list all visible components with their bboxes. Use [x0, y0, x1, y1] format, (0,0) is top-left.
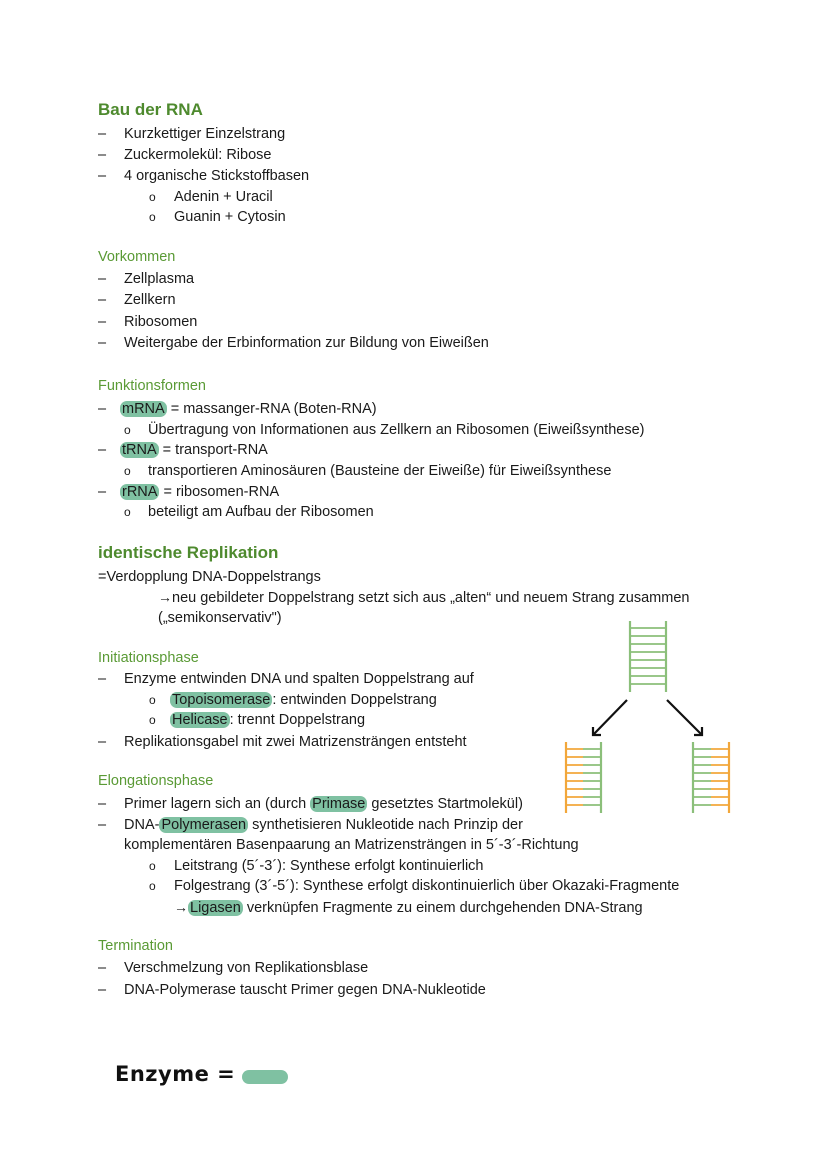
enzyme-highlight: mRNA	[122, 401, 165, 417]
definition: =Verdopplung DNA-Doppelstrangs	[98, 569, 321, 585]
heading-funktionsformen: Funktionsformen	[98, 378, 206, 394]
dash: –	[98, 671, 107, 687]
legend-label: Enzyme =	[115, 1062, 236, 1086]
list-item: Ribosomen	[124, 314, 198, 330]
dash: –	[98, 314, 107, 330]
list-item-continued: komplementären Basenpaarung an Matrizensträngen in 5´-3´-Richtung	[124, 837, 579, 853]
sub-item: Adenin + Uracil	[174, 189, 273, 205]
heading-identische-replikation: identische Replikation	[98, 543, 279, 562]
heading-elongationsphase: Elongationsphase	[98, 773, 214, 789]
list-item-mrna: mRNA = massanger-RNA (Boten-RNA)	[122, 401, 377, 417]
circle-bullet: o	[124, 423, 131, 437]
enzyme-highlight: Ligasen	[190, 900, 241, 916]
list-item: Kurzkettiger Einzelstrang	[124, 126, 286, 142]
list-item: DNA-Polymerase tauscht Primer gegen DNA-Nukleotide	[124, 982, 486, 998]
dash: –	[98, 960, 107, 976]
heading-vorkommen: Vorkommen	[98, 249, 176, 265]
heading-bau-der-rna: Bau der RNA	[98, 100, 203, 119]
dash: –	[98, 982, 107, 998]
arrow-line: → Ligasen verknüpfen Fragmente zu einem durchgehenden DNA-Strang	[174, 899, 643, 916]
circle-bullet: o	[124, 505, 131, 519]
dash: –	[98, 126, 107, 142]
split-arrows	[593, 700, 702, 735]
dash: –	[98, 292, 107, 308]
circle-bullet: o	[124, 464, 131, 478]
dash: –	[98, 271, 107, 287]
arrow-line: →neu gebildeter Doppelstrang setzt sich aus „alten“ und neuem Strang zusammen	[158, 589, 690, 606]
sub-item: transportieren Aminosäuren (Bausteine der Eiweiße) für Eiweißsynthese	[148, 463, 612, 479]
dash: –	[98, 335, 107, 351]
circle-bullet: o	[149, 190, 156, 204]
dash: –	[98, 168, 107, 184]
list-item: Primer lagern sich an (durch Primase gesetztes Startmolekül)	[124, 796, 523, 812]
enzyme-highlight: rRNA	[122, 484, 158, 500]
sub-item: Helicase : trennt Doppelstrang	[172, 712, 366, 728]
enzyme-highlight: tRNA	[122, 442, 157, 458]
sub-item: Leitstrang (5´-3´): Synthese erfolgt kontinuierlich	[174, 858, 484, 874]
dash: –	[98, 147, 107, 163]
list-item-rrna: rRNA = ribosomen-RNA	[122, 484, 280, 500]
circle-bullet: o	[149, 713, 156, 727]
sub-item: Topoisomerase : entwinden Doppelstrang	[172, 692, 437, 708]
dash: –	[98, 401, 107, 417]
list-item: Enzyme entwinden DNA und spalten Doppelstrang auf	[124, 671, 474, 687]
circle-bullet: o	[149, 859, 156, 873]
list-item: Verschmelzung von Replikationsblase	[124, 960, 369, 976]
dash: –	[98, 442, 107, 458]
circle-bullet: o	[149, 210, 156, 224]
sub-item: beteiligt am Aufbau der Ribosomen	[148, 504, 374, 520]
circle-bullet: o	[149, 879, 156, 893]
list-item: Replikationsgabel mit zwei Matrizensträngen entsteht	[124, 734, 467, 750]
paren-note: („semikonservativ")	[158, 610, 282, 626]
list-item: 4 organische Stickstoffbasen	[124, 168, 310, 184]
list-item: Weitergabe der Erbinformation zur Bildung von Eiweißen	[124, 335, 489, 351]
list-item: Zellkern	[124, 292, 176, 308]
list-item: Zellplasma	[124, 271, 195, 287]
arrow-icon: →	[174, 899, 188, 915]
dash: –	[98, 817, 107, 833]
enzyme-highlight: Topoisomerase	[172, 692, 271, 708]
list-item: Zuckermolekül: Ribose	[124, 147, 272, 163]
dash: –	[98, 796, 107, 812]
list-item: DNA- Polymerasen synthetisieren Nukleotide nach Prinzip der	[124, 817, 523, 833]
enzyme-highlight: Primase	[312, 796, 366, 812]
circle-bullet: o	[149, 693, 156, 707]
arrow-icon: →	[158, 589, 172, 605]
dash: –	[98, 734, 107, 750]
sub-item: Übertragung von Informationen aus Zellkern an Ribosomen (Eiweißsynthese)	[148, 422, 645, 438]
dash: –	[98, 484, 107, 500]
parent-dna-ladder	[630, 621, 666, 692]
right-daughter-ladder	[693, 742, 729, 813]
list-item-trna: tRNA = transport-RNA	[122, 442, 268, 458]
sub-item: Folgestrang (3´-5´): Synthese erfolgt diskontinuierlich über Okazaki-Fragmente	[174, 878, 680, 894]
enzyme-highlight: Helicase	[172, 712, 228, 728]
left-daughter-ladder	[566, 742, 601, 813]
heading-initiationsphase: Initiationsphase	[98, 650, 199, 666]
enzyme-highlight: Polymerasen	[161, 817, 247, 833]
heading-termination: Termination	[98, 938, 173, 954]
sub-item: Guanin + Cytosin	[174, 209, 286, 225]
